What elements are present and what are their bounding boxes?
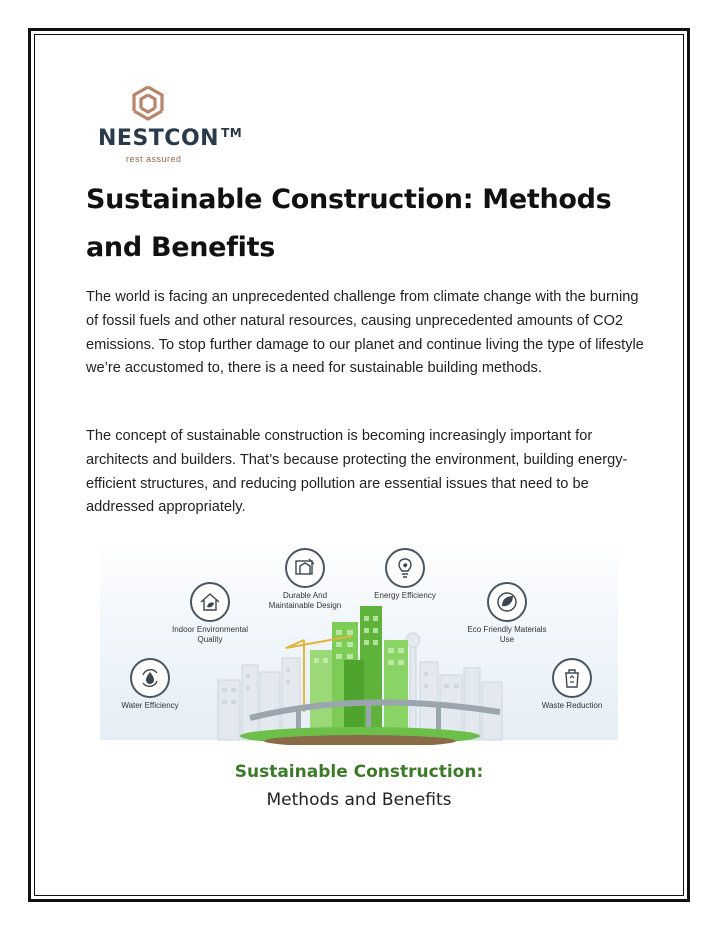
page-title: Sustainable Construction: Methods and Benefits: [86, 184, 612, 263]
eco-leaf-icon: [487, 582, 527, 622]
logo-tagline: rest assured: [126, 154, 182, 164]
nestcon-hexagon-icon: [128, 84, 168, 124]
concept-paragraph: The concept of sustainable construction is becoming increasingly important for architects and builders. That’s because protecting the environment, building energy-efficient structures, and reducing pollution are essential issues that need to be addressed appropriately.: [86, 428, 628, 516]
water-drop-icon: [130, 658, 170, 698]
logo-wordmark: [98, 126, 242, 151]
blueprint-icon: [285, 548, 325, 588]
feature-label: Water Efficiency: [121, 701, 179, 710]
intro-paragraph: The world is facing an unprecedented challenge from climate change with the burning of fossil fuels and other natural resources, causing unprecedented amounts of CO2 emissions. To stop further damage to our planet and continue living the type of lifestyle we’re accustomed to, there is a need for sustainable building methods.: [86, 289, 644, 377]
feature-waste-reduction: [527, 658, 617, 711]
nestcon-logo: [98, 84, 243, 164]
sustainable-construction-infographic: [100, 540, 618, 822]
feature-label: Indoor Environmental Quality: [171, 625, 249, 644]
feature-label: Energy Efficiency: [374, 591, 436, 600]
feature-durable-design: [260, 548, 350, 610]
house-leaf-icon: [190, 582, 230, 622]
logo-trademark: TM: [221, 126, 243, 140]
feature-label: Waste Reduction: [541, 701, 603, 710]
infographic-title: Sustainable Construction:: [234, 762, 484, 782]
feature-label: Eco Friendly Materials Use: [467, 625, 547, 644]
feature-indoor-environmental-quality: [165, 582, 255, 644]
feature-eco-friendly-materials: [462, 582, 552, 644]
feature-energy-efficiency: [360, 548, 450, 601]
infographic-subtitle: Methods and Benefits: [266, 790, 452, 810]
feature-water-efficiency: [105, 658, 195, 711]
logo-name-text: NESTCON: [98, 126, 220, 151]
recycle-bin-icon: [552, 658, 592, 698]
feature-label: Durable And Maintainable Design: [268, 591, 342, 610]
leaf-bulb-icon: [385, 548, 425, 588]
